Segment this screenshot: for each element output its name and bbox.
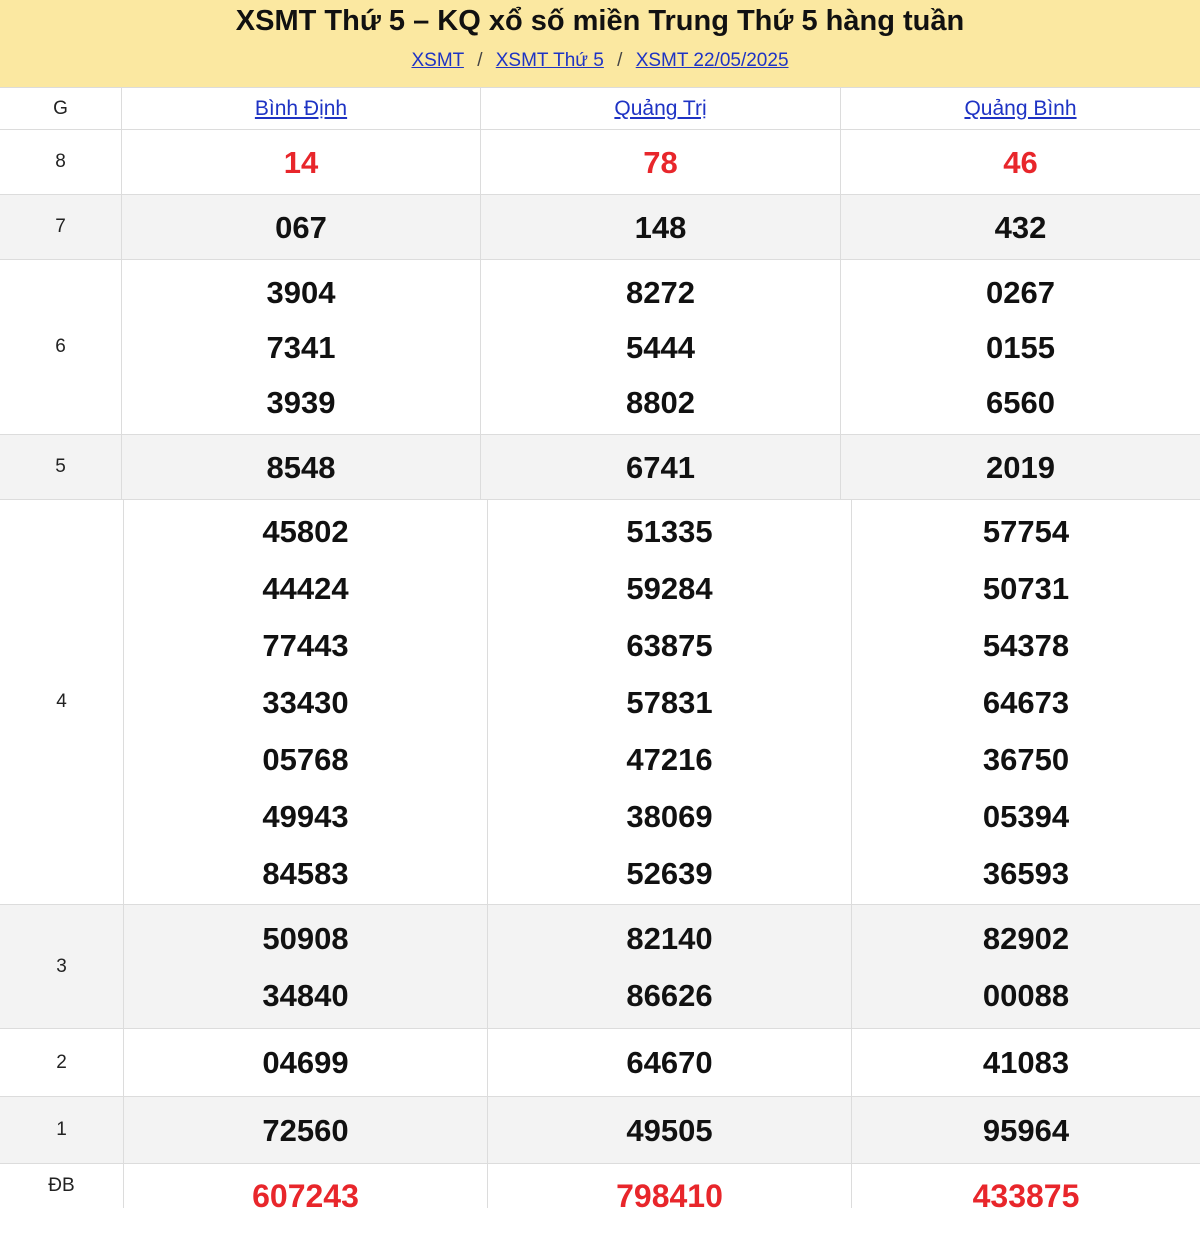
result-cell <box>487 905 851 1028</box>
result-number: 0155 <box>986 329 1055 365</box>
breadcrumb-date[interactable]: XSMT 22/05/2025 <box>635 50 789 71</box>
result-number: 54378 <box>982 627 1070 663</box>
result-number: 36750 <box>982 741 1070 777</box>
special-prize-number: 607243 <box>252 1178 359 1208</box>
result-number: 8548 <box>266 449 336 485</box>
result-cell <box>840 435 1200 499</box>
prize-label: 8 <box>55 151 66 172</box>
result-cell <box>480 435 840 499</box>
result-number: 6560 <box>986 384 1055 420</box>
result-cell <box>121 130 480 194</box>
result-number: 41083 <box>982 1045 1070 1080</box>
result-number: 51335 <box>626 513 713 549</box>
result-number: 82140 <box>626 920 713 956</box>
result-cell <box>840 130 1200 194</box>
page-title: XSMT Thứ 5 – KQ xổ số miền Trung Thứ 5 hàng tuần <box>235 5 965 37</box>
result-number: 95964 <box>982 1112 1070 1148</box>
result-cell <box>851 1029 1200 1096</box>
special-prize-number: 798410 <box>616 1178 723 1208</box>
result-number: 0267 <box>986 274 1055 310</box>
result-number: 78 <box>643 144 678 180</box>
result-cell <box>851 1097 1200 1163</box>
result-number: 05768 <box>262 741 349 777</box>
result-number: 3939 <box>266 384 336 420</box>
prize-label: 1 <box>56 1119 67 1140</box>
result-number: 5444 <box>626 329 695 365</box>
prize-label: 7 <box>55 216 66 237</box>
table-row-special <box>0 1164 1200 1208</box>
province-header-binh-dinh <box>121 88 480 129</box>
table-row-g6 <box>0 260 1200 435</box>
result-cell <box>123 905 487 1028</box>
result-cell <box>121 195 480 259</box>
result-number: 64670 <box>626 1045 713 1080</box>
result-number: 34840 <box>262 977 349 1013</box>
result-number: 36593 <box>982 855 1070 891</box>
result-cell <box>487 1097 851 1163</box>
result-number: 33430 <box>262 684 349 720</box>
result-number: 49943 <box>262 798 349 834</box>
result-cell <box>487 500 851 904</box>
result-number: 04699 <box>262 1045 349 1080</box>
result-number: 432 <box>994 209 1047 245</box>
page-header <box>0 0 1200 87</box>
prize-label: 6 <box>55 336 66 357</box>
table-row-g7 <box>0 195 1200 260</box>
result-number: 84583 <box>262 855 349 891</box>
table-row-g1 <box>0 1097 1200 1164</box>
result-number: 59284 <box>626 570 713 606</box>
result-cell <box>123 1097 487 1163</box>
result-number: 57754 <box>982 513 1070 549</box>
result-cell <box>480 130 840 194</box>
result-number: 38069 <box>626 798 713 834</box>
province-header-quang-binh <box>840 88 1200 129</box>
table-row-g8 <box>0 130 1200 195</box>
prize-column-header: G <box>53 97 68 119</box>
result-cell <box>123 500 487 904</box>
result-cell <box>851 500 1200 904</box>
breadcrumb-separator: / <box>617 50 623 71</box>
result-cell <box>121 435 480 499</box>
result-number: 47216 <box>626 741 713 777</box>
province-link-binh-dinh[interactable]: Bình Định <box>254 96 348 120</box>
result-number: 52639 <box>626 855 713 891</box>
result-number: 64673 <box>982 684 1070 720</box>
province-header-quang-tri <box>480 88 840 129</box>
table-row-g2 <box>0 1029 1200 1097</box>
result-cell <box>480 195 840 259</box>
result-number: 46 <box>1003 144 1038 180</box>
result-number: 63875 <box>626 627 713 663</box>
result-cell <box>121 260 480 434</box>
result-number: 50731 <box>982 570 1070 606</box>
result-number: 2019 <box>986 449 1055 485</box>
special-prize-number: 433875 <box>972 1178 1080 1208</box>
result-cell <box>123 1164 487 1208</box>
breadcrumb-xsmt[interactable]: XSMT <box>411 50 464 71</box>
result-cell <box>487 1164 851 1208</box>
result-number: 14 <box>283 144 319 180</box>
prize-label: 3 <box>56 955 67 977</box>
result-cell <box>851 905 1200 1028</box>
breadcrumb-xsmt-thu-5[interactable]: XSMT Thứ 5 <box>495 50 604 71</box>
prize-label: ĐB <box>48 1175 75 1196</box>
result-number: 50908 <box>262 920 349 956</box>
result-cell <box>840 195 1200 259</box>
result-number: 8802 <box>626 384 695 420</box>
result-number: 05394 <box>982 798 1070 834</box>
result-cell <box>487 1029 851 1096</box>
result-number: 44424 <box>262 570 349 606</box>
breadcrumb <box>0 50 1200 72</box>
table-row-g5 <box>0 435 1200 500</box>
result-number: 7341 <box>266 329 336 365</box>
prize-label: 4 <box>56 691 67 712</box>
result-number: 8272 <box>626 274 695 310</box>
table-row-g3 <box>0 905 1200 1029</box>
breadcrumb-separator: / <box>477 50 483 71</box>
result-number: 067 <box>275 209 327 245</box>
result-number: 6741 <box>626 449 695 485</box>
prize-label: 5 <box>55 456 66 477</box>
result-number: 57831 <box>626 684 713 720</box>
result-cell <box>840 260 1200 434</box>
result-cell <box>851 1164 1200 1208</box>
result-cell <box>480 260 840 434</box>
result-number: 148 <box>634 209 687 245</box>
result-number: 49505 <box>626 1112 713 1148</box>
result-cell <box>123 1029 487 1096</box>
result-number: 86626 <box>626 977 713 1013</box>
table-row-g4 <box>0 500 1200 905</box>
result-number: 00088 <box>982 977 1070 1013</box>
table-header-row <box>0 87 1200 130</box>
result-number: 77443 <box>262 627 349 663</box>
result-number: 45802 <box>262 513 349 549</box>
province-link-quang-tri[interactable]: Quảng Trị <box>614 96 707 120</box>
province-link-quang-binh[interactable]: Quảng Bình <box>964 96 1077 120</box>
result-number: 82902 <box>982 920 1070 956</box>
prize-label: 2 <box>56 1051 67 1073</box>
result-number: 3904 <box>266 274 336 310</box>
result-number: 72560 <box>262 1112 349 1148</box>
